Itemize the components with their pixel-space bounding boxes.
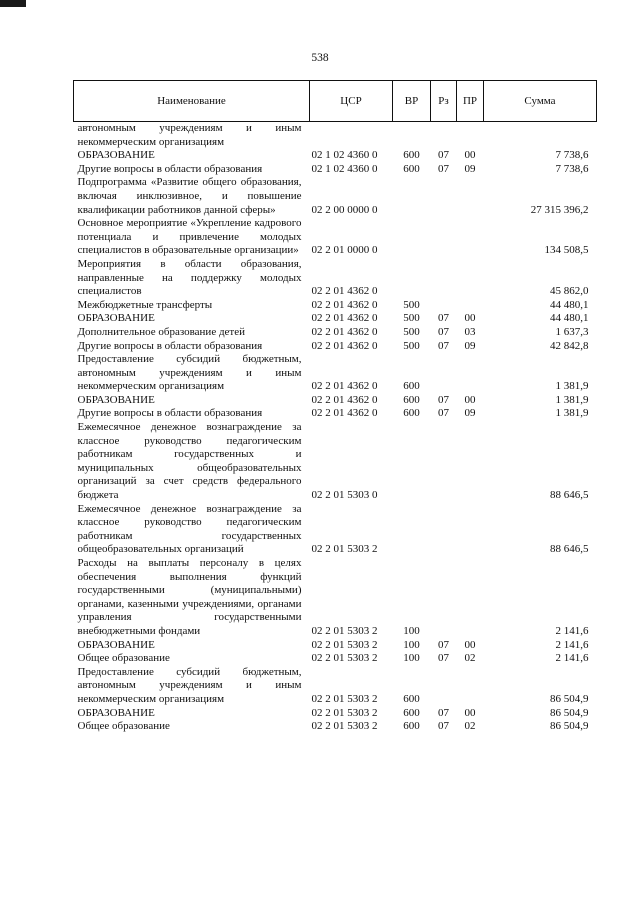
- row-csr: 02 2 01 5303 2: [311, 638, 378, 651]
- row-sum: 27 315 396,2: [530, 203, 589, 216]
- row-csr: 02 2 01 4362 0: [311, 312, 378, 325]
- row-rz: 07: [438, 652, 449, 665]
- row-csr: 02 2 01 4362 0: [311, 298, 378, 311]
- row-rz: [431, 666, 457, 707]
- row-rz: 07: [438, 638, 449, 651]
- row-csr: 02 2 01 4362 0: [311, 339, 378, 352]
- row-sum: 88 646,5: [550, 489, 589, 502]
- table-row: [74, 163, 597, 177]
- row-vr: [393, 122, 431, 150]
- row-sum: 2 141,6: [555, 624, 589, 637]
- row-sum: 86 504,9: [550, 720, 589, 733]
- table-row: [74, 421, 597, 503]
- row-pr: 02: [464, 720, 476, 733]
- table-row: [74, 149, 597, 163]
- table-row: [74, 176, 597, 217]
- row-csr: 02 2 01 5303 2: [311, 706, 378, 719]
- row-rz: 07: [438, 325, 449, 338]
- row-csr: 02 1 02 4360 0: [311, 162, 378, 175]
- row-pr: [457, 353, 484, 394]
- table-row: [74, 503, 597, 557]
- row-vr: 600: [403, 706, 420, 719]
- row-vr: 600: [403, 407, 420, 420]
- row-vr: 600: [403, 162, 420, 175]
- table-row: [74, 666, 597, 707]
- header-name: Наименование: [74, 81, 310, 122]
- header-rz: Рз: [431, 81, 457, 122]
- row-pr: [457, 122, 484, 150]
- row-csr: 02 2 00 0000 0: [311, 203, 378, 216]
- row-name: Подпрограмма «Развитие общего образования, включая инклюзивное, и повышение квалификации работников данной сферы»: [77, 176, 302, 216]
- table-row: [74, 312, 597, 326]
- row-name: Ежемесячное денежное вознаграждение за классное руководство педагогическим работникам государственных общеобразовательных организаций: [77, 502, 302, 556]
- row-csr: [310, 122, 393, 150]
- row-vr: 500: [403, 325, 420, 338]
- row-csr: 02 2 01 0000 0: [311, 244, 378, 257]
- row-name: Предоставление субсидий бюджетным, автономным учреждениям и иным некоммерческим организациям: [77, 353, 302, 393]
- row-vr: [393, 176, 431, 217]
- row-pr: 02: [464, 652, 476, 665]
- row-rz: 07: [438, 720, 449, 733]
- header-vr: ВР: [393, 81, 431, 122]
- row-pr: [457, 421, 484, 503]
- row-rz: [431, 353, 457, 394]
- row-name: ОБРАЗОВАНИЕ: [77, 706, 155, 719]
- row-rz: 07: [438, 706, 449, 719]
- row-rz: [431, 122, 457, 150]
- row-csr: 02 2 01 4362 0: [311, 407, 378, 420]
- table-row: [74, 258, 597, 299]
- row-sum: 7 738,6: [555, 162, 589, 175]
- row-name: Мероприятия в области образования, направленные на поддержку молодых специалистов: [77, 257, 302, 298]
- row-rz: 07: [438, 149, 449, 162]
- row-pr: 09: [464, 339, 476, 352]
- row-csr: 02 2 01 4362 0: [311, 285, 378, 298]
- table-row: [74, 217, 597, 258]
- table-row: [74, 652, 597, 666]
- row-pr: 09: [464, 162, 476, 175]
- row-rz: 07: [438, 312, 449, 325]
- table-row: [74, 353, 597, 394]
- row-name: Дополнительное образование детей: [77, 325, 246, 338]
- scan-corner-mark: [0, 0, 26, 7]
- row-csr: 02 2 01 5303 2: [311, 543, 378, 556]
- row-vr: 600: [403, 393, 420, 406]
- table-row: [74, 340, 597, 354]
- row-csr: 02 2 01 5303 2: [311, 624, 378, 637]
- row-name: ОБРАЗОВАНИЕ: [77, 149, 155, 162]
- row-name: Ежемесячное денежное вознаграждение за классное руководство педагогическим работникам государственных и муниципальных общеобразовательных организаций за счет средств федерального бюджета: [77, 421, 302, 502]
- row-sum: 86 504,9: [550, 692, 589, 705]
- row-name: Другие вопросы в области образования: [77, 339, 263, 352]
- row-name: ОБРАЗОВАНИЕ: [77, 393, 155, 406]
- row-name: Расходы на выплаты персоналу в целях обеспечения выполнения функций государственными (муниципальными) органами, казенными учреждениями, органами управления государственными внебюджетными фондами: [77, 557, 302, 637]
- row-pr: 00: [464, 706, 476, 719]
- row-vr: 600: [403, 720, 420, 733]
- row-sum: 44 480,1: [550, 312, 589, 325]
- row-pr: [457, 258, 484, 299]
- row-csr: 02 2 01 5303 2: [311, 692, 378, 705]
- row-csr: 02 1 02 4360 0: [311, 149, 378, 162]
- row-rz: 07: [438, 407, 449, 420]
- row-vr: 600: [403, 692, 420, 705]
- table-row: [74, 394, 597, 408]
- row-name: Другие вопросы в области образования: [77, 162, 263, 175]
- row-pr: 00: [464, 638, 476, 651]
- row-pr: 00: [464, 393, 476, 406]
- table-row: [74, 707, 597, 721]
- row-sum: 2 141,6: [555, 652, 589, 665]
- row-rz: [431, 176, 457, 217]
- page-number: 538: [311, 52, 329, 64]
- table-row: [74, 299, 597, 313]
- budget-table: [73, 80, 597, 734]
- header-csr: ЦСР: [310, 81, 393, 122]
- row-vr: 100: [403, 638, 420, 651]
- row-pr: [457, 503, 484, 557]
- row-sum: 45 862,0: [550, 285, 589, 298]
- row-name: Другие вопросы в области образования: [77, 407, 263, 420]
- row-name: ОБРАЗОВАНИЕ: [77, 312, 155, 325]
- row-csr: 02 2 01 5303 2: [311, 652, 378, 665]
- row-name: Общее образование: [77, 652, 170, 665]
- row-sum: 7 738,6: [555, 149, 589, 162]
- row-pr: 09: [464, 407, 476, 420]
- row-vr: 100: [403, 624, 420, 637]
- row-sum: 2 141,6: [555, 638, 589, 651]
- row-sum: 42 842,8: [550, 339, 589, 352]
- row-pr: [457, 557, 484, 639]
- table-body: [74, 122, 597, 734]
- row-pr: [457, 666, 484, 707]
- row-rz: [431, 503, 457, 557]
- row-vr: 500: [403, 312, 420, 325]
- row-sum: 1 381,9: [555, 380, 589, 393]
- row-vr: 600: [403, 380, 420, 393]
- row-vr: [393, 217, 431, 258]
- row-sum: 88 646,5: [550, 543, 589, 556]
- row-vr: 500: [403, 298, 420, 311]
- row-csr: 02 2 01 5303 0: [311, 489, 378, 502]
- table-row: [74, 557, 597, 639]
- row-vr: [393, 503, 431, 557]
- row-pr: [457, 217, 484, 258]
- row-rz: 07: [438, 393, 449, 406]
- table-row: [74, 326, 597, 340]
- row-rz: [431, 258, 457, 299]
- row-name: Основное мероприятие «Укрепление кадрового потенциала и привлечение молодых специалистов в образовательные организации»: [77, 217, 302, 257]
- table-row: [74, 639, 597, 653]
- row-sum: 44 480,1: [550, 298, 589, 311]
- row-pr: 03: [464, 325, 476, 338]
- row-name: Предоставление субсидий бюджетным, автономным учреждениям и иным некоммерческим организациям: [77, 665, 302, 705]
- header-pr: ПР: [457, 81, 484, 122]
- row-csr: 02 2 01 4362 0: [311, 325, 378, 338]
- row-rz: [431, 217, 457, 258]
- row-sum: 134 508,5: [544, 244, 589, 257]
- row-sum: 1 637,3: [555, 325, 589, 338]
- row-sum: 1 381,9: [555, 393, 589, 406]
- row-name: автономным учреждениям и иным некоммерческим организациям: [77, 122, 302, 148]
- row-name: ОБРАЗОВАНИЕ: [77, 638, 155, 651]
- row-vr: [393, 258, 431, 299]
- row-name: Общее образование: [77, 720, 170, 733]
- row-csr: 02 2 01 4362 0: [311, 393, 378, 406]
- row-vr: 100: [403, 652, 420, 665]
- row-rz: 07: [438, 162, 449, 175]
- table-header: [74, 81, 597, 122]
- row-csr: 02 2 01 4362 0: [311, 380, 378, 393]
- row-csr: 02 2 01 5303 2: [311, 720, 378, 733]
- row-pr: [457, 299, 484, 313]
- table-row: [74, 407, 597, 421]
- header-sum: Сумма: [484, 81, 597, 122]
- row-sum: 1 381,9: [555, 407, 589, 420]
- row-rz: [431, 557, 457, 639]
- row-pr: 00: [464, 312, 476, 325]
- row-vr: 600: [403, 149, 420, 162]
- row-rz: [431, 421, 457, 503]
- row-rz: [431, 299, 457, 313]
- row-vr: 500: [403, 339, 420, 352]
- row-pr: 00: [464, 149, 476, 162]
- table-row: [74, 122, 597, 150]
- table-row: [74, 720, 597, 734]
- row-pr: [457, 176, 484, 217]
- row-rz: 07: [438, 339, 449, 352]
- row-sum: 86 504,9: [550, 706, 589, 719]
- row-sum: [484, 122, 597, 150]
- row-name: Межбюджетные трансферты: [77, 298, 213, 311]
- row-vr: [393, 421, 431, 503]
